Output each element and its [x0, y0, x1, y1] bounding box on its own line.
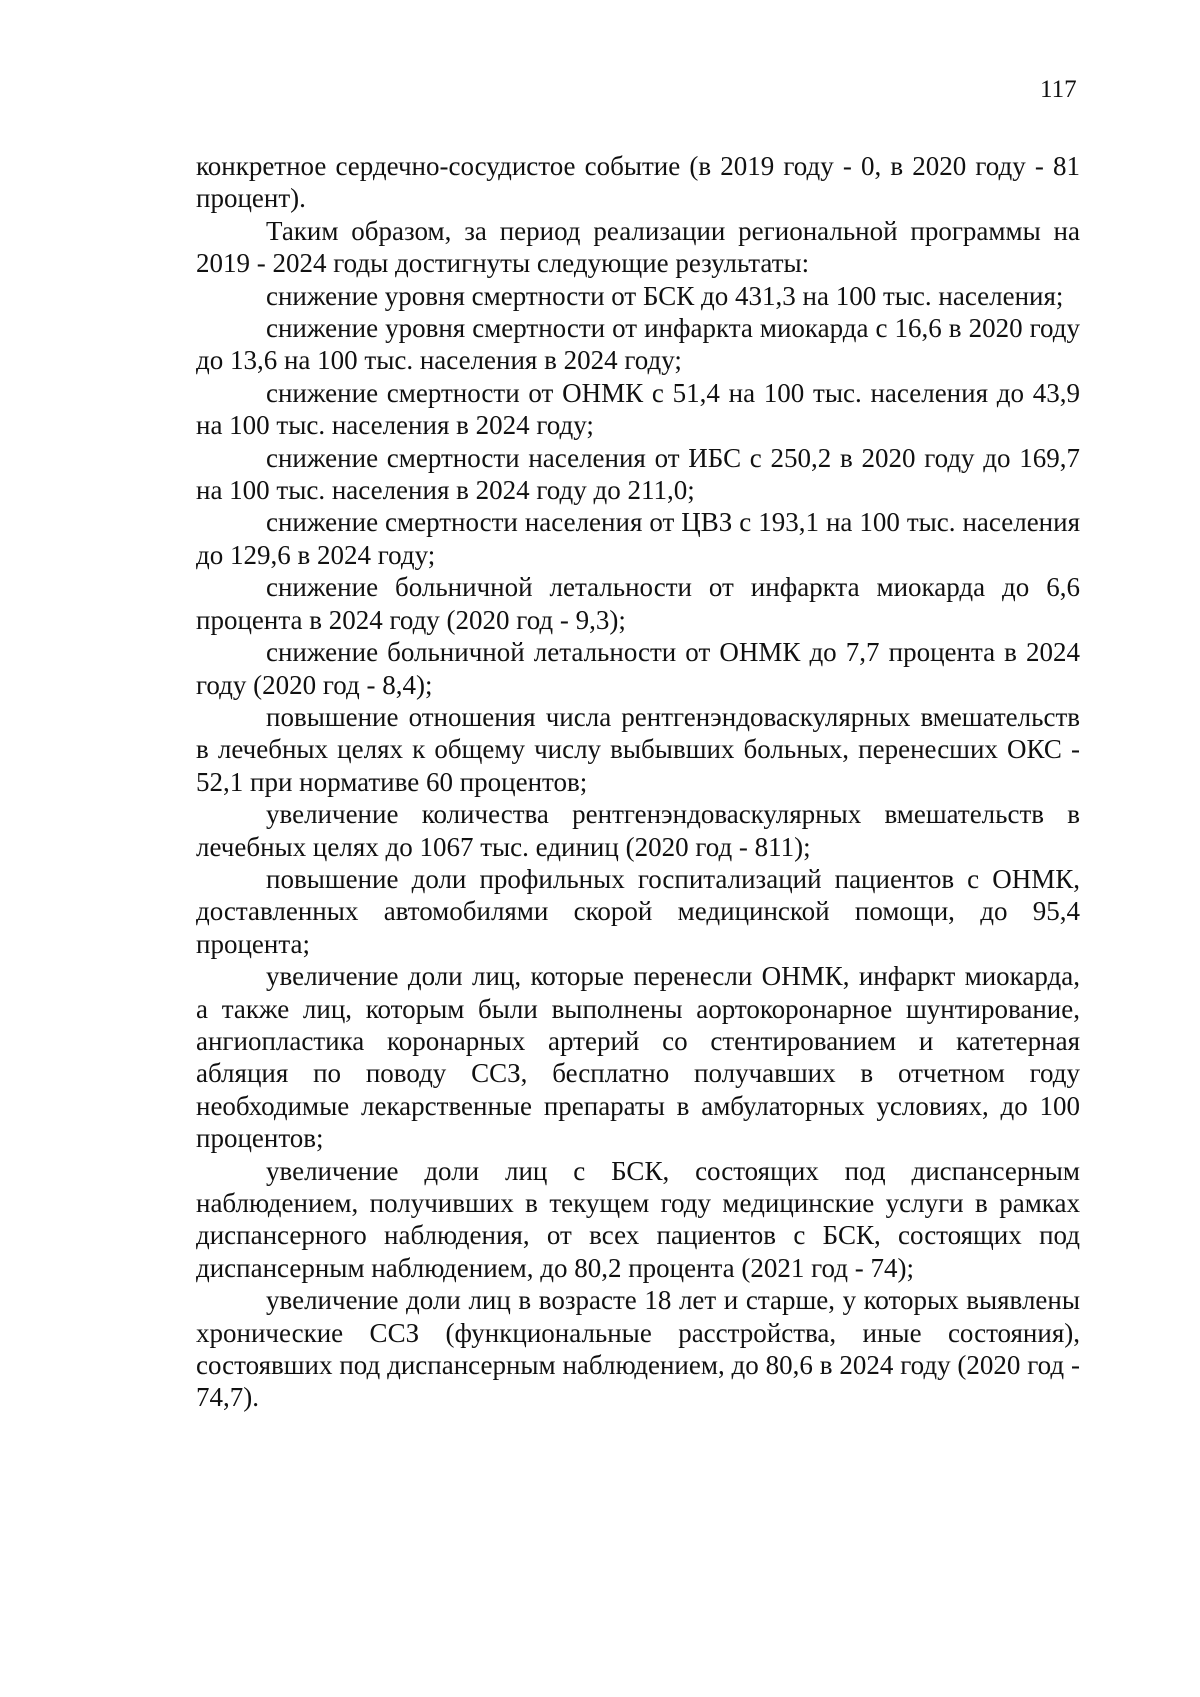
list-item-onmk-hospital-lethality: снижение больничной летальности от ОНМК до 7,7 процента в 2024 году (2020 год - 8,4); [196, 637, 1080, 700]
list-item-mi-hospital-lethality: снижение больничной летальности от инфаркта миокарда до 6,6 процента в 2024 году (2020 год - 9,3); [196, 572, 1080, 635]
list-item-dispensary-services: увеличение доли лиц с БСК, состоящих под диспансерным наблюдением, получивших в текущем году медицинские услуги в рамках диспансерного наблюдения, от всех пациентов с БСК, состоящих под диспансерным наблюдением, до 80,2 процента (2021 год - 74); [196, 1155, 1080, 1283]
list-item-interventions-ratio: повышение отношения числа рентгенэндоваскулярных вмешательств в лечебных целях к общему числу выбывших больных, перенесших ОКС - 52,1 при нормативе 60 процентов; [196, 701, 1080, 797]
list-item-profile-hospitalizations: повышение доли профильных госпитализаций пациентов с ОНМК, доставленных автомобилями скорой медицинской помощи, до 95,4 процента; [196, 863, 1080, 959]
list-item-cvz-mortality: снижение смертности населения от ЦВЗ с 193,1 на 100 тыс. населения до 129,6 в 2024 году; [196, 507, 1080, 570]
paragraph-continuation: конкретное сердечно-сосудистое событие (в 2019 году - 0, в 2020 году - 81 процент). [196, 151, 1080, 214]
list-item-mi-mortality: снижение уровня смертности от инфаркта миокарда с 16,6 в 2020 году до 13,6 на 100 тыс. населения в 2024 году; [196, 313, 1080, 376]
page-number: 117 [1040, 76, 1077, 103]
list-item-bsk-mortality: снижение уровня смертности от БСК до 431,3 на 100 тыс. населения; [266, 280, 1064, 311]
list-item-dispensary-adults: увеличение доли лиц в возрасте 18 лет и старше, у которых выявлены хронические ССЗ (функциональные расстройства, иные состояния), состоявших под диспансерным наблюдением, до 80,6 в 2024 году (2020 год - 74,7). [196, 1285, 1080, 1413]
paragraph-results-intro: Таким образом, за период реализации региональной программы на 2019 - 2024 годы достигнуты следующие результаты: [196, 215, 1080, 279]
list-item-onmk-mortality: снижение смертности от ОНМК с 51,4 на 100 тыс. населения до 43,9 на 100 тыс. населения в 2024 году; [196, 377, 1080, 441]
list-item-interventions-count: увеличение количества рентгенэндоваскулярных вмешательств в лечебных целях до 1067 тыс. единиц (2020 год - 811); [196, 799, 1080, 862]
body-text [196, 150, 1080, 1414]
list-item-ibs-mortality: снижение смертности населения от ИБС с 250,2 в 2020 году до 169,7 на 100 тыс. населения в 2024 году до 211,0; [196, 442, 1080, 506]
list-item-free-medication: увеличение доли лиц, которые перенесли ОНМК, инфаркт миокарда, а также лиц, которым были выполнены аортокоронарное шунтирование, ангиопластика коронарных артерий со стентированием и катетерная абляция по поводу ССЗ, бесплатно получавших в отчетном году необходимые лекарственные препараты в амбулаторных условиях, до 100 процентов; [196, 961, 1080, 1154]
